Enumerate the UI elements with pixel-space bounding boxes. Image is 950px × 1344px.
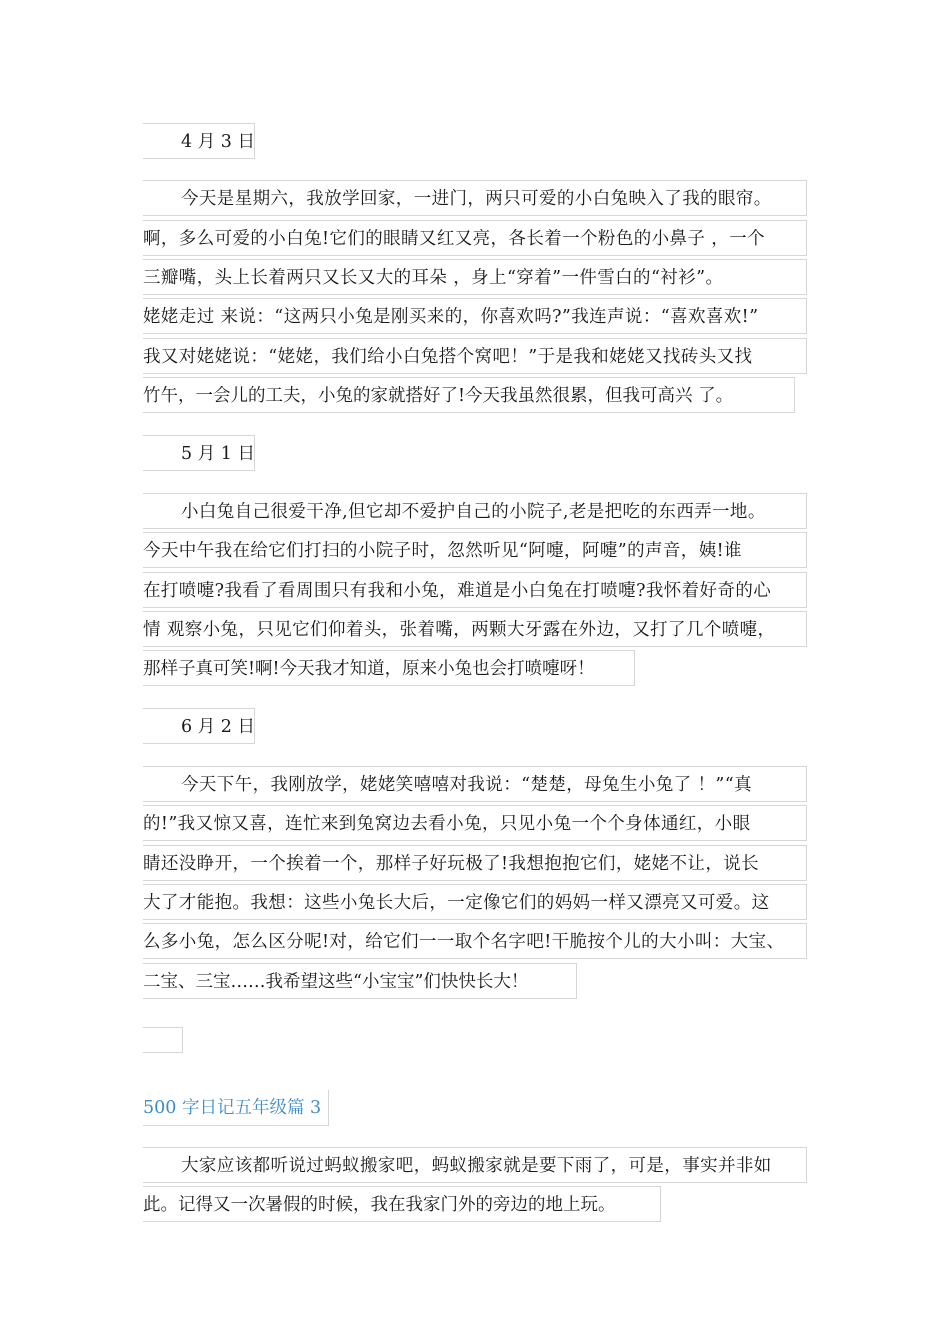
paragraph-line: 睛还没睁开，一个挨着一个，那样子好玩极了!我想抱抱它们，姥姥不让，说长 (143, 845, 807, 881)
entry-date: 4 月 3 日 (143, 123, 255, 159)
paragraph-line: 今天是星期六，我放学回家，一进门，两只可爱的小白兔映入了我的眼帘。 (143, 180, 807, 216)
paragraph-line: 小白兔自己很爱干净,但它却不爱护自己的小院子,老是把吃的东西弄一地。 (143, 493, 807, 529)
paragraph-line: 的!”我又惊又喜，连忙来到兔窝边去看小兔，只见小兔一个个身体通红，小眼 (143, 805, 807, 841)
paragraph-line: 情 观察小兔，只见它们仰着头，张着嘴，两颗大牙露在外边，又打了几个喷嚏， (143, 611, 807, 647)
paragraph-line: 竹午，一会儿的工夫，小兔的家就搭好了!今天我虽然很累，但我可高兴 了。 (143, 377, 795, 413)
paragraph-line: 在打喷嚏?我看了看周围只有我和小兔，难道是小白兔在打喷嚏?我怀着好奇的心 (143, 572, 807, 608)
paragraph-line: 大了才能抱。我想：这些小兔长大后，一定像它们的妈妈一样又漂亮又可爱。这 (143, 884, 807, 920)
paragraph-line: 么多小兔，怎么区分呢!对，给它们一一取个名字吧!干脆按个儿的大小叫：大宝、 (143, 923, 807, 959)
empty-text-box (143, 1027, 183, 1053)
paragraph-line: 今天中午我在给它们打扫的小院子时，忽然听见“阿嚏，阿嚏”的声音，姨!谁 (143, 532, 807, 568)
paragraph-line: 那样子真可笑!啊!今天我才知道，原来小兔也会打喷嚏呀！ (143, 650, 635, 686)
paragraph-line: 姥姥走过 来说：“这两只小兔是刚买来的，你喜欢吗?”我连声说：“喜欢喜欢!” (143, 298, 807, 334)
paragraph-line: 三瓣嘴，头上长着两只又长又大的耳朵 ，身上“穿着”一件雪白的“衬衫”。 (143, 259, 807, 295)
entry-date: 6 月 2 日 (143, 708, 255, 744)
paragraph-line: 此。记得又一次暑假的时候，我在我家门外的旁边的地上玩。 (143, 1186, 661, 1222)
entry-date: 5 月 1 日 (143, 435, 255, 471)
paragraph-line: 二宝、三宝……我希望这些“小宝宝”们快快长大！ (143, 963, 577, 999)
section-heading: 500 字日记五年级篇 3 (143, 1090, 329, 1126)
paragraph-line: 啊，多么可爱的小白兔!它们的眼睛又红又亮，各长着一个粉色的小鼻子 ，一个 (143, 220, 807, 256)
paragraph-line: 我又对姥姥说：“姥姥，我们给小白兔搭个窝吧！”于是我和姥姥又找砖头又找 (143, 338, 807, 374)
paragraph-line: 今天下午，我刚放学，姥姥笑嘻嘻对我说：“楚楚，母兔生小兔了 ！”“真 (143, 766, 807, 802)
paragraph-line: 大家应该都听说过蚂蚁搬家吧，蚂蚁搬家就是要下雨了，可是，事实并非如 (143, 1147, 807, 1183)
